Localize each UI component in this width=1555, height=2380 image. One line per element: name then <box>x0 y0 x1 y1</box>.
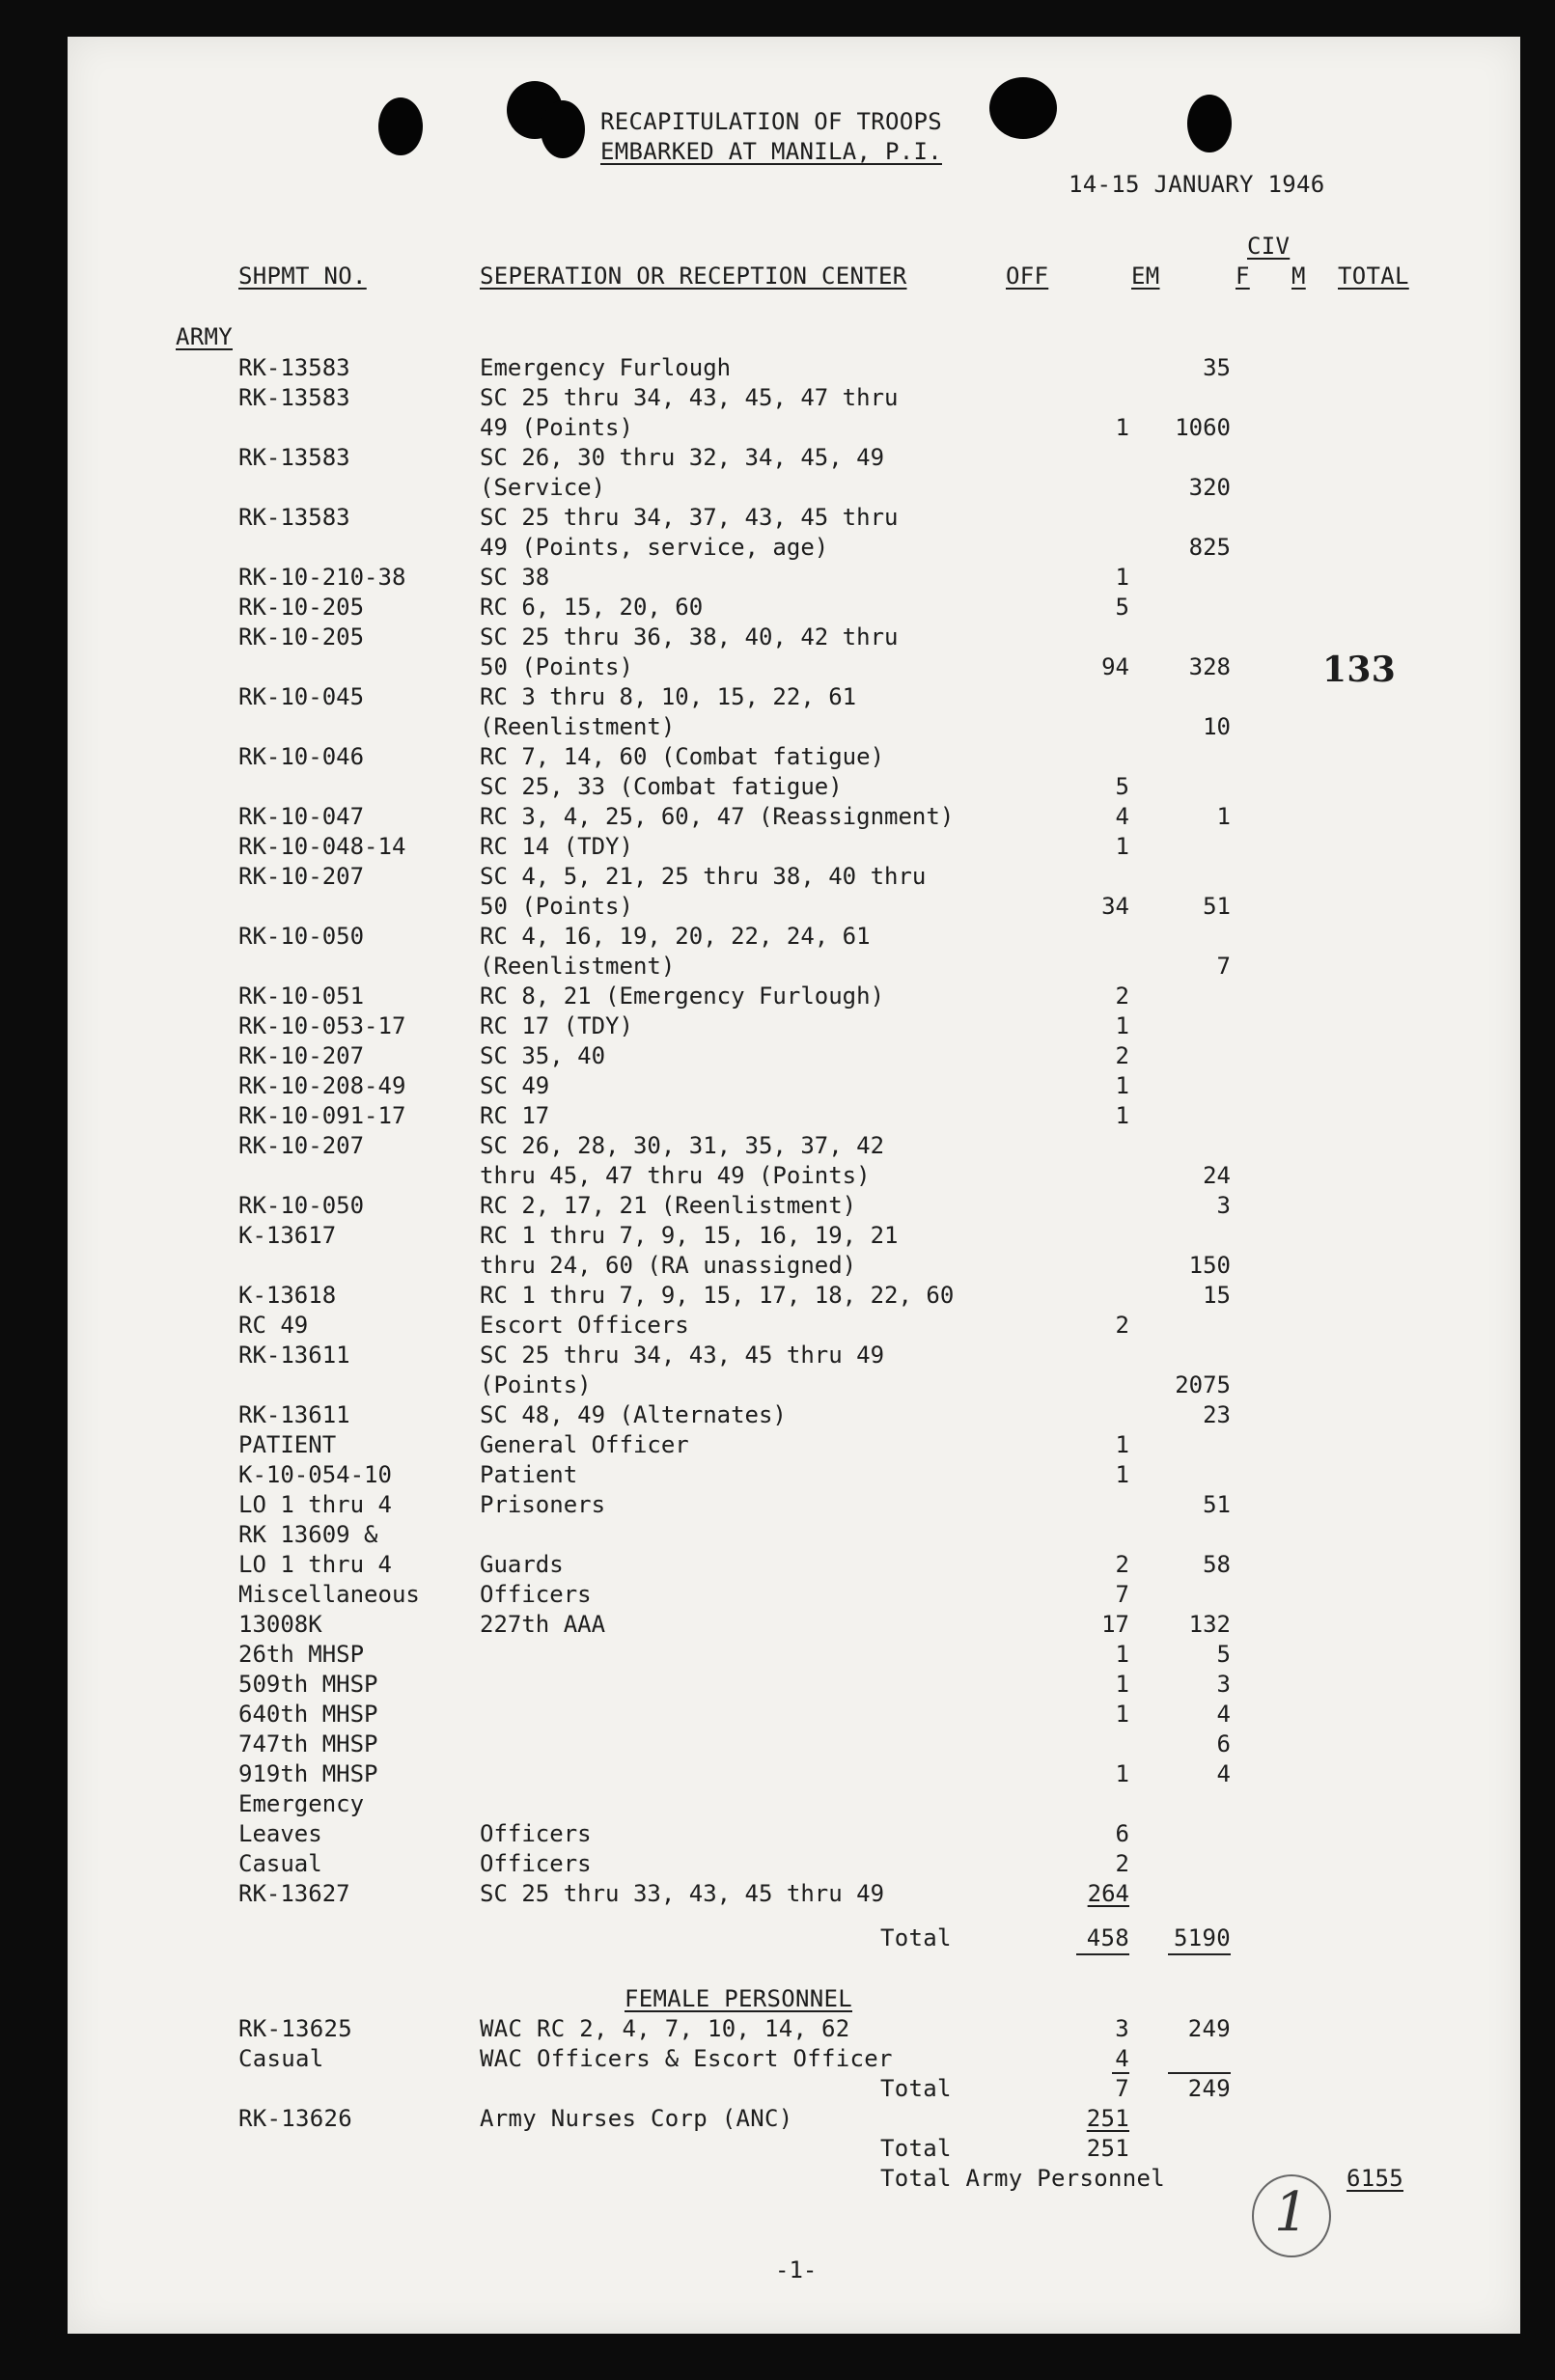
table-row <box>68 772 1520 802</box>
grand-total-value: 6155 <box>1347 2165 1403 2192</box>
shipment-cell: LO 1 thru 4 <box>238 1491 392 1518</box>
em-cell: 5 <box>1216 1641 1231 1668</box>
handwritten-mark: 1 <box>1274 2181 1309 2244</box>
off-cell: 1 <box>1115 1431 1129 1458</box>
table-row <box>68 682 1520 712</box>
off-cell: 5 <box>1115 594 1129 621</box>
center-cell: (Points) <box>480 1371 592 1398</box>
table-row <box>68 1730 1520 1759</box>
shipment-cell: K-13618 <box>238 1282 337 1309</box>
table-row <box>68 413 1520 443</box>
center-cell: Emergency Furlough <box>480 354 732 381</box>
shipment-cell: RK-10-047 <box>238 803 365 830</box>
female-total-off: 7 <box>1115 2075 1129 2102</box>
female-row-1-ship: RK-13625 <box>238 2015 352 2042</box>
shipment-cell: 13008K <box>238 1611 322 1638</box>
nurse-total-off: 251 <box>1086 2135 1129 2162</box>
em-cell: 23 <box>1203 1401 1231 1428</box>
em-cell: 10 <box>1203 713 1231 740</box>
center-cell: Patient <box>480 1461 578 1488</box>
shipment-cell: Emergency <box>238 1790 365 1817</box>
female-row-1-center: WAC RC 2, 4, 7, 10, 14, 62 <box>480 2015 850 2042</box>
shipment-cell: RK-10-050 <box>238 923 365 950</box>
center-cell: (Reenlistment) <box>480 953 676 980</box>
table-row <box>68 1700 1520 1730</box>
army-total-off: 458 <box>1086 1924 1129 1951</box>
female-row-2-center: WAC Officers & Escort Officer <box>480 2045 893 2072</box>
shipment-cell: K-13617 <box>238 1222 337 1249</box>
off-cell: 1 <box>1115 414 1129 441</box>
center-cell: 50 (Points) <box>480 893 633 920</box>
table-row <box>68 1460 1520 1490</box>
center-cell: RC 17 (TDY) <box>480 1012 633 1039</box>
shipment-cell: Miscellaneous <box>238 1581 420 1608</box>
shipment-cell: RK-10-207 <box>238 1042 365 1069</box>
table-row <box>68 1849 1520 1879</box>
center-cell: RC 7, 14, 60 (Combat fatigue) <box>480 743 885 770</box>
table-row <box>68 802 1520 832</box>
off-cell: 1 <box>1115 1102 1129 1129</box>
table-row <box>68 952 1520 982</box>
shipment-cell: RK-13611 <box>238 1401 350 1428</box>
table-row <box>68 1789 1520 1819</box>
off-cell: 264 <box>1087 1880 1129 1907</box>
table-row <box>68 473 1520 503</box>
table-row <box>68 383 1520 413</box>
shipment-cell: RK-10-208-49 <box>238 1072 406 1099</box>
table-row <box>68 1281 1520 1311</box>
table-row <box>68 353 1520 383</box>
off-cell: 6 <box>1115 1820 1129 1847</box>
em-cell: 6 <box>1216 1730 1231 1757</box>
shipment-cell: Casual <box>238 1850 322 1877</box>
table-row <box>68 503 1520 533</box>
em-cell: 3 <box>1216 1671 1231 1698</box>
shipment-cell: K-10-054-10 <box>238 1461 392 1488</box>
shipment-cell: RK-13583 <box>238 504 350 531</box>
shipment-cell: RK-10-207 <box>238 1132 365 1159</box>
center-cell: Officers <box>480 1850 592 1877</box>
table-row <box>68 1370 1520 1400</box>
off-cell: 1 <box>1115 1641 1129 1668</box>
center-cell: SC 38 <box>480 564 550 591</box>
female-total-em: 249 <box>1187 2075 1231 2102</box>
off-cell: 7 <box>1115 1581 1129 1608</box>
center-cell: Officers <box>480 1820 592 1847</box>
table-row <box>68 593 1520 623</box>
off-cell: 2 <box>1115 1312 1129 1339</box>
off-cell: 1 <box>1115 1701 1129 1728</box>
center-cell: 49 (Points) <box>480 414 633 441</box>
center-cell: (Service) <box>480 474 606 501</box>
em-cell: 1060 <box>1175 414 1231 441</box>
table-row <box>68 1670 1520 1700</box>
document-date: 14-15 JANUARY 1946 <box>1069 171 1325 198</box>
shipment-cell: PATIENT <box>238 1431 337 1458</box>
section-army: ARMY <box>176 323 233 350</box>
table-row <box>68 1580 1520 1610</box>
center-cell: Guards <box>480 1551 564 1578</box>
table-row <box>68 1759 1520 1789</box>
table-row <box>68 982 1520 1011</box>
nurse-total-label: Total <box>880 2135 952 2162</box>
shipment-cell: RK-13583 <box>238 384 350 411</box>
shipment-cell: RK-10-205 <box>238 623 365 650</box>
center-cell: RC 4, 16, 19, 20, 22, 24, 61 <box>480 923 871 950</box>
center-cell: RC 8, 21 (Emergency Furlough) <box>480 982 885 1010</box>
off-cell: 1 <box>1115 833 1129 860</box>
army-total-label: Total <box>880 1924 952 1951</box>
center-cell: SC 25, 33 (Combat fatigue) <box>480 773 843 800</box>
em-cell: 825 <box>1188 534 1231 561</box>
punch-hole <box>1187 95 1232 152</box>
shipment-cell: RK-10-053-17 <box>238 1012 406 1039</box>
em-cell: 1 <box>1216 803 1231 830</box>
table-row <box>68 712 1520 742</box>
center-cell: Prisoners <box>480 1491 606 1518</box>
em-cell: 7 <box>1216 953 1231 980</box>
table-row <box>68 1101 1520 1131</box>
table-row <box>68 1191 1520 1221</box>
em-cell: 51 <box>1203 893 1231 920</box>
em-cell: 15 <box>1203 1282 1231 1309</box>
header-center: SEPERATION OR RECEPTION CENTER <box>480 263 907 290</box>
shipment-cell: RK-13627 <box>238 1880 350 1907</box>
off-cell: 1 <box>1115 1671 1129 1698</box>
table-row <box>68 1819 1520 1849</box>
em-cell: 320 <box>1188 474 1231 501</box>
center-cell: RC 1 thru 7, 9, 15, 17, 18, 22, 60 <box>480 1282 955 1309</box>
punch-hole <box>378 97 423 155</box>
off-cell: 4 <box>1115 803 1129 830</box>
army-total-em: 5190 <box>1174 1924 1231 1951</box>
off-cell: 34 <box>1101 893 1129 920</box>
shipment-cell: 26th MHSP <box>238 1641 365 1668</box>
off-cell: 1 <box>1115 564 1129 591</box>
em-cell: 3 <box>1216 1192 1231 1219</box>
off-cell: 94 <box>1101 653 1129 680</box>
off-cell: 5 <box>1115 773 1129 800</box>
table-row <box>68 1251 1520 1281</box>
table-row <box>68 862 1520 892</box>
center-cell: RC 2, 17, 21 (Reenlistment) <box>480 1192 857 1219</box>
shipment-cell: RK-13611 <box>238 1342 350 1369</box>
header-shipment: SHPMT NO. <box>238 263 367 290</box>
em-cell: 2075 <box>1175 1371 1231 1398</box>
table-row <box>68 533 1520 563</box>
shipment-cell: RK-10-045 <box>238 683 365 710</box>
center-cell: SC 35, 40 <box>480 1042 606 1069</box>
female-row-2-off: 4 <box>1115 2045 1129 2072</box>
table-row <box>68 1550 1520 1580</box>
table-row <box>68 1490 1520 1520</box>
header-em: EM <box>1131 263 1160 290</box>
shipment-cell: RK-10-051 <box>238 982 365 1010</box>
shipment-cell: RK-10-205 <box>238 594 365 621</box>
header-civ: CIV <box>1247 233 1291 260</box>
em-cell: 150 <box>1188 1252 1231 1279</box>
center-cell: SC 26, 28, 30, 31, 35, 37, 42 <box>480 1132 885 1159</box>
shipment-cell: RK-10-210-38 <box>238 564 406 591</box>
header-off: OFF <box>1006 263 1049 290</box>
em-cell: 35 <box>1203 354 1231 381</box>
shipment-cell: RK-10-091-17 <box>238 1102 406 1129</box>
center-cell: Escort Officers <box>480 1312 689 1339</box>
female-row-1-em: 249 <box>1187 2015 1231 2042</box>
grand-total-label: Total Army Personnel <box>880 2165 1165 2192</box>
table-row <box>68 892 1520 922</box>
center-cell: RC 14 (TDY) <box>480 833 633 860</box>
table-row <box>68 1879 1520 1909</box>
shipment-cell: RK-10-050 <box>238 1192 365 1219</box>
em-cell: 4 <box>1216 1760 1231 1787</box>
em-cell: 51 <box>1203 1491 1231 1518</box>
center-cell: SC 49 <box>480 1072 550 1099</box>
table-row <box>68 832 1520 862</box>
em-cell: 132 <box>1188 1611 1231 1638</box>
table-row <box>68 652 1520 682</box>
center-cell: (Reenlistment) <box>480 713 676 740</box>
em-cell: 58 <box>1203 1551 1231 1578</box>
shipment-cell: RK 13609 & <box>238 1521 378 1548</box>
table-row <box>68 1011 1520 1041</box>
table-row <box>68 1161 1520 1191</box>
table-row <box>68 623 1520 652</box>
off-cell: 1 <box>1115 1072 1129 1099</box>
nurse-row-off: 251 <box>1086 2105 1129 2132</box>
title-line-1: RECAPITULATION OF TROOPS <box>600 108 942 135</box>
shipment-cell: RK-13583 <box>238 354 350 381</box>
center-cell: SC 25 thru 36, 38, 40, 42 thru <box>480 623 899 650</box>
em-subtotal-rule <box>1168 1953 1231 1955</box>
table-row <box>68 742 1520 772</box>
header-total: TOTAL <box>1338 263 1409 290</box>
shipment-cell: 919th MHSP <box>238 1760 378 1787</box>
off-cell: 17 <box>1101 1611 1129 1638</box>
stamp-number: 133 <box>1322 650 1397 690</box>
off-cell: 1 <box>1115 1760 1129 1787</box>
nurse-row-center: Army Nurses Corp (ANC) <box>480 2105 793 2132</box>
center-cell: RC 3, 4, 25, 60, 47 (Reassignment) <box>480 803 955 830</box>
off-cell: 2 <box>1115 1850 1129 1877</box>
center-cell: Officers <box>480 1581 592 1608</box>
table-row <box>68 1520 1520 1550</box>
em-cell: 328 <box>1188 653 1231 680</box>
shipment-cell: RK-10-046 <box>238 743 365 770</box>
shipment-cell: 747th MHSP <box>238 1730 378 1757</box>
table-row <box>68 1041 1520 1071</box>
table-row <box>68 563 1520 593</box>
center-cell: 49 (Points, service, age) <box>480 534 829 561</box>
shipment-cell: 509th MHSP <box>238 1671 378 1698</box>
punch-hole <box>541 100 585 158</box>
table-row <box>68 922 1520 952</box>
off-cell: 2 <box>1115 1551 1129 1578</box>
center-cell: SC 26, 30 thru 32, 34, 45, 49 <box>480 444 885 471</box>
center-cell: thru 24, 60 (RA unassigned) <box>480 1252 857 1279</box>
off-cell: 2 <box>1115 982 1129 1010</box>
table-row <box>68 1071 1520 1101</box>
shipment-cell: RK-10-048-14 <box>238 833 406 860</box>
center-cell: SC 25 thru 34, 43, 45, 47 thru <box>480 384 899 411</box>
off-cell: 1 <box>1115 1012 1129 1039</box>
off-cell: 1 <box>1115 1461 1129 1488</box>
shipment-cell: Leaves <box>238 1820 322 1847</box>
page-number: -1- <box>775 2256 818 2283</box>
off-cell: 2 <box>1115 1042 1129 1069</box>
center-cell: RC 6, 15, 20, 60 <box>480 594 704 621</box>
off-subtotal-rule <box>1076 1953 1129 1955</box>
shipment-cell: RK-13583 <box>238 444 350 471</box>
female-total-label: Total <box>880 2075 952 2102</box>
document-page <box>68 37 1520 2334</box>
female-row-1-off: 3 <box>1115 2015 1129 2042</box>
em-cell: 24 <box>1203 1162 1231 1189</box>
table-row <box>68 1341 1520 1370</box>
center-cell: 227th AAA <box>480 1611 606 1638</box>
table-row <box>68 1311 1520 1341</box>
center-cell: SC 48, 49 (Alternates) <box>480 1401 787 1428</box>
center-cell: SC 25 thru 34, 37, 43, 45 thru <box>480 504 899 531</box>
section-female: FEMALE PERSONNEL <box>625 1985 852 2012</box>
shipment-cell: RK-10-207 <box>238 863 365 890</box>
female-row-2-ship: Casual <box>238 2045 324 2072</box>
table-row <box>68 443 1520 473</box>
center-cell: thru 45, 47 thru 49 (Points) <box>480 1162 871 1189</box>
punch-hole <box>989 77 1057 139</box>
table-row <box>68 1400 1520 1430</box>
center-cell: RC 3 thru 8, 10, 15, 22, 61 <box>480 683 857 710</box>
table-row <box>68 1640 1520 1670</box>
center-cell: General Officer <box>480 1431 689 1458</box>
table-row <box>68 1610 1520 1640</box>
header-civ-f: F <box>1236 263 1250 290</box>
table-row <box>68 1221 1520 1251</box>
nurse-row-ship: RK-13626 <box>238 2105 352 2132</box>
shipment-cell: LO 1 thru 4 <box>238 1551 392 1578</box>
center-cell: 50 (Points) <box>480 653 633 680</box>
handwritten-circle <box>1243 2168 1340 2264</box>
center-cell: SC 4, 5, 21, 25 thru 38, 40 thru <box>480 863 927 890</box>
title-line-2: EMBARKED AT MANILA, P.I. <box>600 138 942 165</box>
shipment-cell: 640th MHSP <box>238 1701 378 1728</box>
center-cell: RC 17 <box>480 1102 550 1129</box>
em-cell: 4 <box>1216 1701 1231 1728</box>
center-cell: SC 25 thru 34, 43, 45 thru 49 <box>480 1342 885 1369</box>
center-cell: RC 1 thru 7, 9, 15, 16, 19, 21 <box>480 1222 899 1249</box>
center-cell: SC 25 thru 33, 43, 45 thru 49 <box>480 1880 885 1907</box>
table-row <box>68 1430 1520 1460</box>
header-civ-m: M <box>1291 263 1306 290</box>
shipment-cell: RC 49 <box>238 1312 309 1339</box>
table-row <box>68 1131 1520 1161</box>
